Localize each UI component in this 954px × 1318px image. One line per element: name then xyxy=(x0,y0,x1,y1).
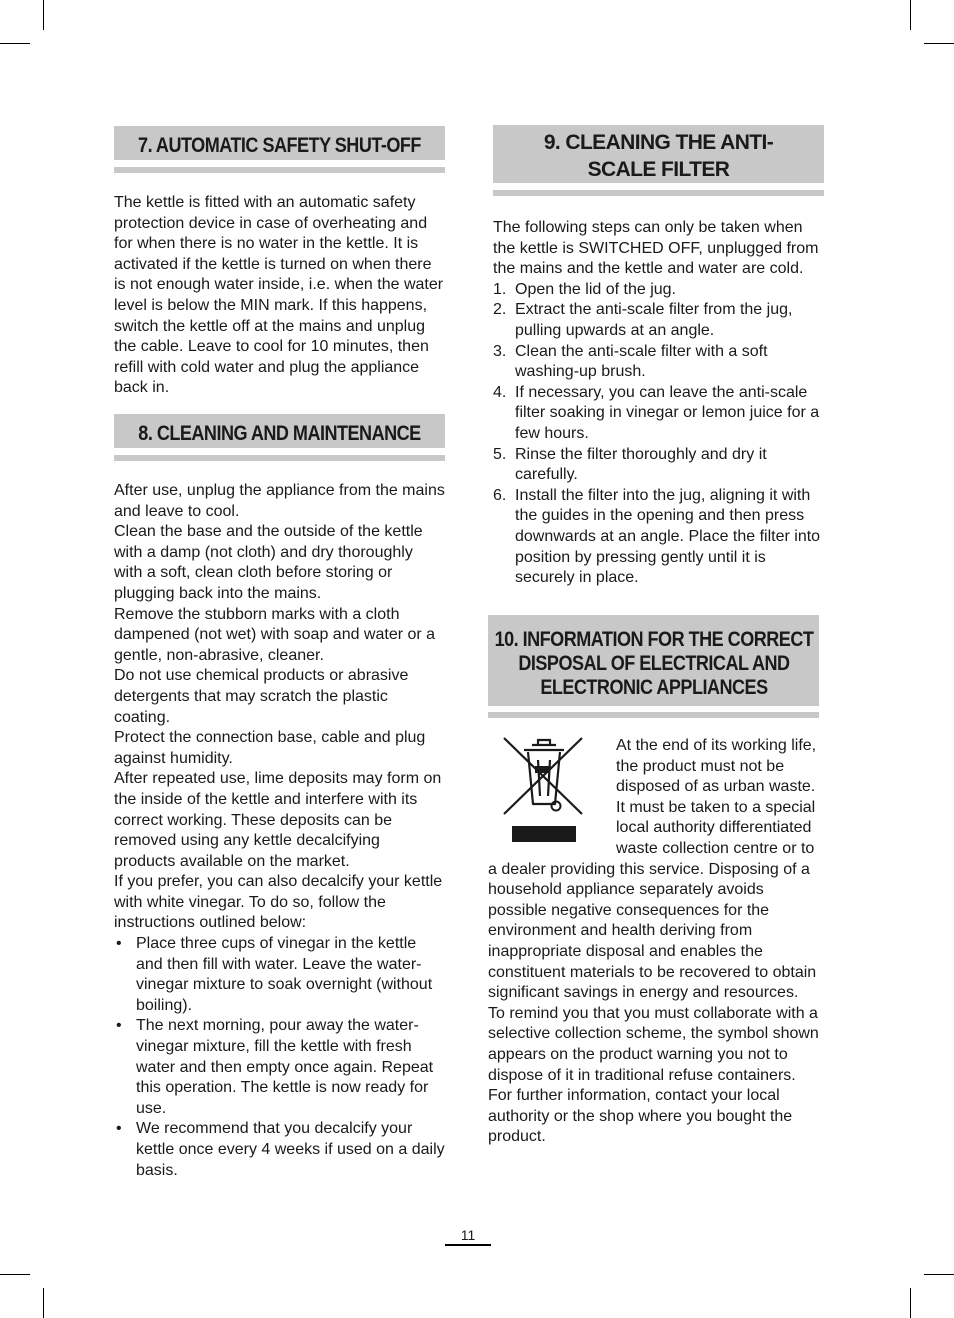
bullet-symbol: • xyxy=(116,935,122,953)
list-item xyxy=(114,1119,445,1181)
paragraph: Remove the stubborn marks with a cloth dampened (not wet) with soap and water or a gentle, non-abrasive, cleaner. xyxy=(114,605,436,664)
heading-underline xyxy=(114,455,445,461)
list-item-text: Clean the anti-scale filter with a soft washing-up brush. xyxy=(515,342,768,381)
paragraph: If you prefer, you can also decalcify your kettle with white vinegar. To do so, follow the instructions outlined below: xyxy=(114,873,443,932)
bullet-symbol: • xyxy=(116,1120,122,1138)
paragraph: At the end of its working life, the product must not be disposed of as urban waste. It must be taken to a special local authority differentiated waste collection centre or to a dealer providing this service. Disposing of a household appliance separately avoids possible negative consequences for the environment and health deriving from inappropriate disposal and enables the constituent materials to be recovered to obtain significant savings in energy and resources. xyxy=(488,737,817,1002)
section-heading xyxy=(488,615,819,706)
section-cleaning-maintenance xyxy=(114,414,445,1181)
body-text xyxy=(114,481,445,934)
body-text: The following steps can only be taken when the kettle is SWITCHED OFF, unplugged from the mains and the kettle and water are cold. xyxy=(493,219,819,278)
paragraph: Protect the connection base, cable and plug against humidity. xyxy=(114,729,426,767)
list-item xyxy=(114,1016,445,1119)
step-number: 2. xyxy=(493,301,507,319)
bullet-list xyxy=(114,934,445,1181)
bullet-symbol: • xyxy=(116,1017,122,1035)
heading-underline xyxy=(493,190,824,196)
section-automatic-safety-shut-off xyxy=(114,126,445,399)
paragraph: Do not use chemical products or abrasive detergents that may scratch the plastic coating. xyxy=(114,667,409,726)
paragraph: For further information, contact your local authority or the shop where you bought the product. xyxy=(488,1087,793,1146)
paragraph: To remind you that you must collaborate with a selective collection scheme, the symbol shown appears on the product warning you not to dispose of it in traditional refuse containers. xyxy=(488,1004,819,1084)
step-number: 3. xyxy=(493,342,507,360)
section-heading-text: 7. AUTOMATIC SAFETY SHUT-OFF xyxy=(138,134,421,157)
step-number: 4. xyxy=(493,383,507,401)
crop-mark xyxy=(0,1274,30,1275)
crop-mark xyxy=(924,1274,954,1275)
list-item-text: We recommend that you decalcify your kettle once every 4 weeks if used on a daily basis. xyxy=(136,1120,445,1179)
list-item-text: Open the lid of the jug. xyxy=(515,280,676,298)
section-heading xyxy=(114,414,445,448)
crossed-out-wheelie-bin-icon xyxy=(502,732,586,848)
list-item xyxy=(493,300,824,341)
list-item xyxy=(114,934,445,1016)
list-item-text: Extract the anti-scale filter from the jug, pulling upwards at an angle. xyxy=(515,301,793,339)
body-text: The kettle is fitted with an automatic safety protection device in case of overheating and for when there is no water in the kettle. It is activated if the kettle is turned on when there is not enough water inside, i.e. when the water level is below the MIN mark. If this happens, switch the kettle off at the mains and unplug the cable. Leave to cool for 10 minutes, then refill with cold water and plug the appliance back in. xyxy=(114,194,444,397)
list-item-text: Rinse the filter thoroughly and dry it carefully. xyxy=(515,445,767,484)
section-cleaning-anti-scale-filter xyxy=(493,125,824,589)
list-item xyxy=(493,486,824,589)
section-disposal-information xyxy=(488,615,819,1148)
list-item-text: If necessary, you can leave the anti-scale filter soaking in vinegar or lemon juice for a few hours. xyxy=(515,383,820,442)
section-heading-text: 9. CLEANING THE ANTI-SCALE FILTER xyxy=(543,131,774,181)
list-item-text: Install the filter into the jug, aligning it with the guides in the opening and then press downwards at an angle. Place the filter into position by pressing gently until it is securely in place. xyxy=(515,486,821,587)
list-item-text: The next morning, pour away the water-vinegar mixture, fill the kettle with fresh water and then empty once again. Repeat this operation. The kettle is now ready for use. xyxy=(136,1017,434,1117)
step-number: 1. xyxy=(493,280,507,298)
section-heading xyxy=(114,126,445,160)
section-heading-text: 10. INFORMATION FOR THE CORRECT DISPOSAL OF ELECTRICAL AND ELECTRONIC APPLIANCES xyxy=(494,628,813,699)
crop-mark xyxy=(0,43,30,44)
page-number: 11 xyxy=(445,1226,491,1246)
list-item xyxy=(493,445,824,486)
list-item-text: Place three cups of vinegar in the kettle and then fill with water. Leave the water-vinegar mixture to soak overnight (without boiling). xyxy=(136,935,433,1014)
crop-mark xyxy=(43,1288,44,1318)
section-heading-text: 8. CLEANING AND MAINTENANCE xyxy=(138,422,421,445)
list-item xyxy=(493,342,824,383)
step-number: 5. xyxy=(493,445,507,463)
weee-symbol xyxy=(502,732,602,850)
crop-mark xyxy=(910,1288,911,1318)
paragraph: After repeated use, lime deposits may form on the inside of the kettle and interfere with its correct working. These deposits can be removed using any kettle decalcifying products available on the market. xyxy=(114,770,442,870)
heading-underline xyxy=(114,167,445,173)
steps-list xyxy=(493,280,824,589)
list-item xyxy=(493,280,824,301)
crop-mark xyxy=(43,0,44,30)
paragraph: Clean the base and the outside of the kettle with a damp (not cloth) and dry thoroughly with a soft, clean cloth before storing or plugging back into the mains. xyxy=(114,523,423,602)
crop-mark xyxy=(910,0,911,30)
crop-mark xyxy=(924,43,954,44)
paragraph: After use, unplug the appliance from the mains and leave to cool. xyxy=(114,482,445,520)
section-heading xyxy=(493,125,824,183)
step-number: 6. xyxy=(493,486,507,504)
list-item xyxy=(493,383,824,445)
